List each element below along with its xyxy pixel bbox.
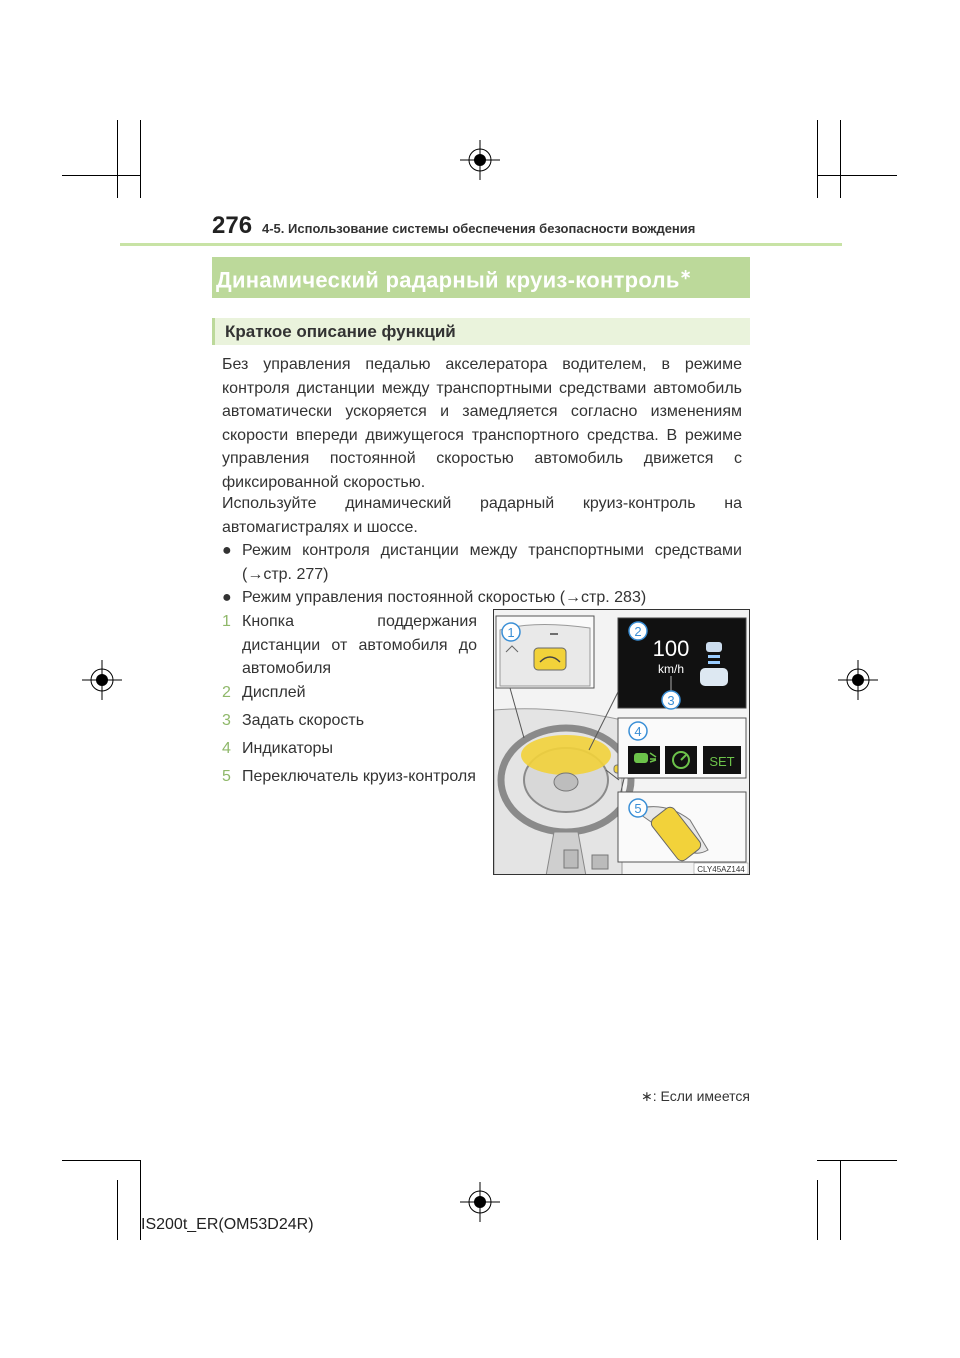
- callout-1: 1: [507, 625, 515, 640]
- crop-mark: [117, 120, 118, 198]
- subsection-bar: [212, 318, 750, 345]
- section-title: Динамический радарный круиз-контроль∗: [216, 266, 692, 293]
- callout-3: 3: [667, 693, 675, 708]
- paragraph-intro: Без управления педалью акселератора водителем, в режиме контроля дистанции между транспортными средствами автомобиль автоматически ускоряется и замедляется согласно изменениям скорости впереди движущегося транспортного средства. В режиме управления постоянной скоростью автомобиль движется с фиксированной скоростью.: [222, 356, 742, 491]
- bullet-icon: ●: [222, 542, 232, 559]
- legend-number: 4: [222, 740, 231, 757]
- legend-item: [222, 681, 477, 705]
- crop-mark: [140, 120, 141, 198]
- callout-4: 4: [634, 724, 642, 739]
- document-code: IS200t_ER(OM53D24R): [141, 1216, 314, 1233]
- registration-mark-icon: [460, 1182, 500, 1222]
- crop-mark: [817, 1160, 897, 1161]
- availability-mark: ∗: [679, 266, 692, 282]
- crop-mark: [817, 1180, 818, 1240]
- bullet-text[interactable]: Режим контроля дистанции между транспортными средствами (→стр. 277): [242, 542, 742, 583]
- set-indicator: SET: [709, 754, 735, 769]
- legend-text: Дисплей: [242, 684, 306, 701]
- crop-mark: [840, 1160, 841, 1240]
- crop-mark: [117, 1180, 118, 1240]
- registration-mark-icon: [838, 660, 878, 700]
- figure-code: CLY45AZ144: [697, 865, 745, 874]
- legend-item: [222, 610, 477, 681]
- header-rule: [120, 243, 842, 246]
- legend-item: [222, 709, 477, 733]
- legend-item: [222, 737, 477, 761]
- legend-number: 5: [222, 768, 231, 785]
- legend-number: 1: [222, 613, 231, 630]
- subsection-title: Краткое описание функций: [225, 322, 456, 341]
- legend-text: Переключатель круиз-контроля: [242, 768, 476, 785]
- speed-value: 100: [652, 636, 690, 661]
- callout-5: 5: [634, 801, 642, 816]
- registration-mark-icon: [460, 140, 500, 180]
- footnote: ∗: Если имеется: [641, 1088, 750, 1104]
- legend-item: [222, 765, 477, 789]
- callout-2: 2: [634, 624, 642, 639]
- registration-mark-icon: [82, 660, 122, 700]
- bullet-icon: ●: [222, 589, 232, 606]
- crop-mark: [62, 1160, 140, 1161]
- legend-number: 2: [222, 684, 231, 701]
- list-item: [222, 586, 742, 610]
- chapter-title: 4-5. Использование системы обеспечения безопасности вождения: [262, 221, 696, 236]
- list-item: [222, 539, 742, 586]
- legend-text: Индикаторы: [242, 740, 333, 757]
- legend-number: 3: [222, 712, 231, 729]
- cockpit-illustration: [493, 609, 750, 875]
- crop-mark: [62, 175, 140, 176]
- page-number: 276: [212, 212, 253, 239]
- bullet-text[interactable]: Режим управления постоянной скоростью (→стр. 283): [242, 589, 647, 606]
- paragraph-usage: Используйте динамический радарный круиз-контроль на автомагистралях и шоссе.: [222, 495, 742, 536]
- crop-mark: [817, 175, 897, 176]
- legend-text: Кнопка поддержания дистанции от автомобиля до автомобиля: [242, 613, 477, 677]
- legend-text: Задать скорость: [242, 712, 365, 729]
- section-title-bar: [212, 257, 750, 298]
- crop-mark: [817, 120, 818, 198]
- cockpit-drawing: [494, 610, 750, 875]
- speed-unit: km/h: [657, 662, 685, 676]
- crop-mark: [840, 120, 841, 198]
